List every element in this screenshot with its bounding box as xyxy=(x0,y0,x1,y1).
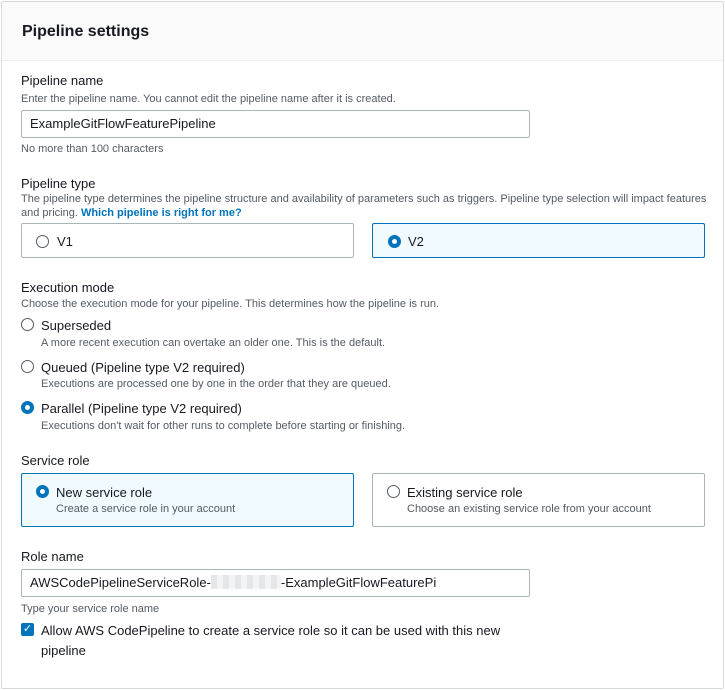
execution-mode-description: Choose the execution mode for your pipeline. This determines how the pipeline is run. xyxy=(21,298,440,310)
allow-create-role-label[interactable]: Allow AWS CodePipeline to create a service role so it can be used with this new pipeline xyxy=(41,623,501,658)
pipeline-type-v2-radio[interactable] xyxy=(388,235,401,248)
pipeline-type-v1-tile[interactable] xyxy=(21,223,354,258)
execution-mode-label: Execution mode xyxy=(21,280,115,295)
role-name-input[interactable] xyxy=(21,569,530,597)
pipeline-type-help-link[interactable]: Which pipeline is right for me? xyxy=(80,207,242,219)
pipeline-type-description xyxy=(21,192,711,220)
pipeline-type-label: Pipeline type xyxy=(21,176,96,191)
pipeline-name-constraint: No more than 100 characters xyxy=(21,143,164,155)
allow-create-role-checkbox[interactable] xyxy=(21,623,34,636)
service-role-new-description: Create a service role in your account xyxy=(56,503,236,515)
service-role-existing-tile[interactable] xyxy=(372,473,705,527)
pipeline-type-description-text: The pipeline type determines the pipeline structure and availability of parameters such as triggers. Pipeline type selection will impact features and pricing. xyxy=(21,193,707,219)
execution-queued-description: Executions are processed one by one in the order that they are queued. xyxy=(41,378,391,390)
role-name-suffix: -ExampleGitFlowFeaturePi xyxy=(280,575,437,590)
service-role-existing-label: Existing service role xyxy=(407,485,523,500)
checkmark-icon: ✓ xyxy=(22,623,33,635)
execution-queued-label[interactable]: Queued (Pipeline type V2 required) xyxy=(41,360,245,375)
role-name-prefix: AWSCodePipelineServiceRole- xyxy=(30,575,211,590)
execution-parallel-radio[interactable] xyxy=(21,401,34,414)
role-name-hint: Type your service role name xyxy=(21,603,160,615)
role-name-label: Role name xyxy=(21,549,84,564)
pipeline-type-v1-label: V1 xyxy=(57,234,73,249)
execution-superseded-description: A more recent execution can overtake an older one. This is the default. xyxy=(41,337,386,349)
execution-parallel-label[interactable]: Parallel (Pipeline type V2 required) xyxy=(41,401,242,416)
service-role-new-radio[interactable] xyxy=(36,485,49,498)
pipeline-type-v2-label: V2 xyxy=(408,234,424,249)
redacted-account-id xyxy=(211,575,281,589)
panel-title: Pipeline settings xyxy=(22,23,150,40)
service-role-existing-radio[interactable] xyxy=(387,485,400,498)
pipeline-name-label: Pipeline name xyxy=(21,73,104,88)
service-role-new-label: New service role xyxy=(56,485,153,500)
service-role-existing-description: Choose an existing service role from your account xyxy=(407,503,651,515)
service-role-new-tile[interactable] xyxy=(21,473,354,527)
pipeline-type-v2-tile[interactable] xyxy=(372,223,705,258)
execution-superseded-label[interactable]: Superseded xyxy=(41,318,112,333)
pipeline-name-input[interactable]: ExampleGitFlowFeaturePipeline xyxy=(21,110,530,138)
execution-parallel-description: Executions don't wait for other runs to complete before starting or finishing. xyxy=(41,420,406,432)
service-role-label: Service role xyxy=(21,453,90,468)
pipeline-name-description: Enter the pipeline name. You cannot edit the pipeline name after it is created. xyxy=(21,93,396,105)
execution-superseded-radio[interactable] xyxy=(21,318,34,331)
panel-header xyxy=(2,2,723,61)
execution-queued-radio[interactable] xyxy=(21,360,34,373)
pipeline-type-v1-radio[interactable] xyxy=(36,235,49,248)
